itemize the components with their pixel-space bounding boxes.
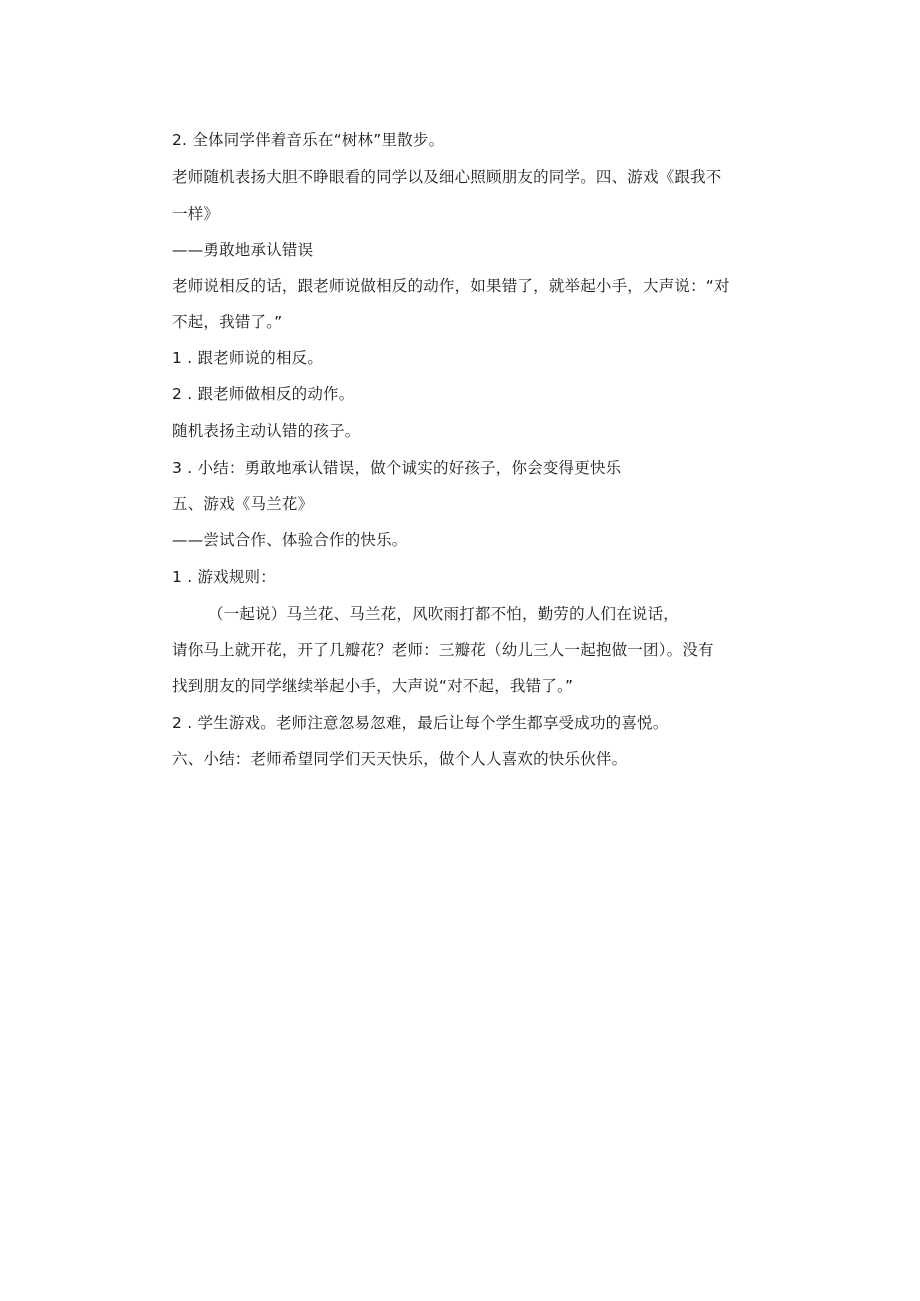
list-item: 1 . 游戏规则： — [172, 568, 276, 586]
list-item: 2 . 学生游戏。老师注意忽易忽难，最后让每个学生都享受成功的喜悦。 — [172, 714, 669, 732]
text-line: 找到朋友的同学继续举起小手，大声说“对不起，我错了。” — [172, 677, 574, 695]
list-item: 2 . 跟老师做相反的动作。 — [172, 385, 355, 403]
section-heading: 五、游戏《马兰花》 — [172, 495, 314, 513]
text-line: 老师随机表扬大胆不睁眼看的同学以及细心照顾朋友的同学。四、游戏《跟我不 — [172, 168, 722, 186]
text-line: 2. 全体同学伴着音乐在“树林”里散步。 — [172, 131, 445, 149]
text-line: ——尝试合作、体验合作的快乐。 — [172, 531, 408, 549]
text-line: （一起说）马兰花、马兰花，风吹雨打都不怕，勤劳的人们在说话， — [208, 605, 680, 623]
list-item: 3 . 小结：勇敢地承认错误，做个诚实的好孩子，你会变得更快乐 — [172, 459, 622, 477]
list-item: 1 . 跟老师说的相反。 — [172, 349, 324, 367]
text-line: 老师说相反的话，跟老师说做相反的动作，如果错了，就举起小手，大声说：“对 — [172, 277, 730, 295]
section-heading: 六、小结：老师希望同学们天天快乐，做个人人喜欢的快乐伙伴。 — [172, 750, 628, 768]
text-line: 请你马上就开花，开了几瓣花？老师：三瓣花（幼儿三人一起抱做一团）。没有 — [172, 641, 714, 659]
text-line: 随机表扬主动认错的孩子。 — [172, 422, 361, 440]
text-line: ——勇敢地承认错误 — [172, 241, 314, 259]
text-line: 一样》 — [172, 205, 220, 223]
text-line: 不起，我错了。” — [172, 313, 283, 331]
